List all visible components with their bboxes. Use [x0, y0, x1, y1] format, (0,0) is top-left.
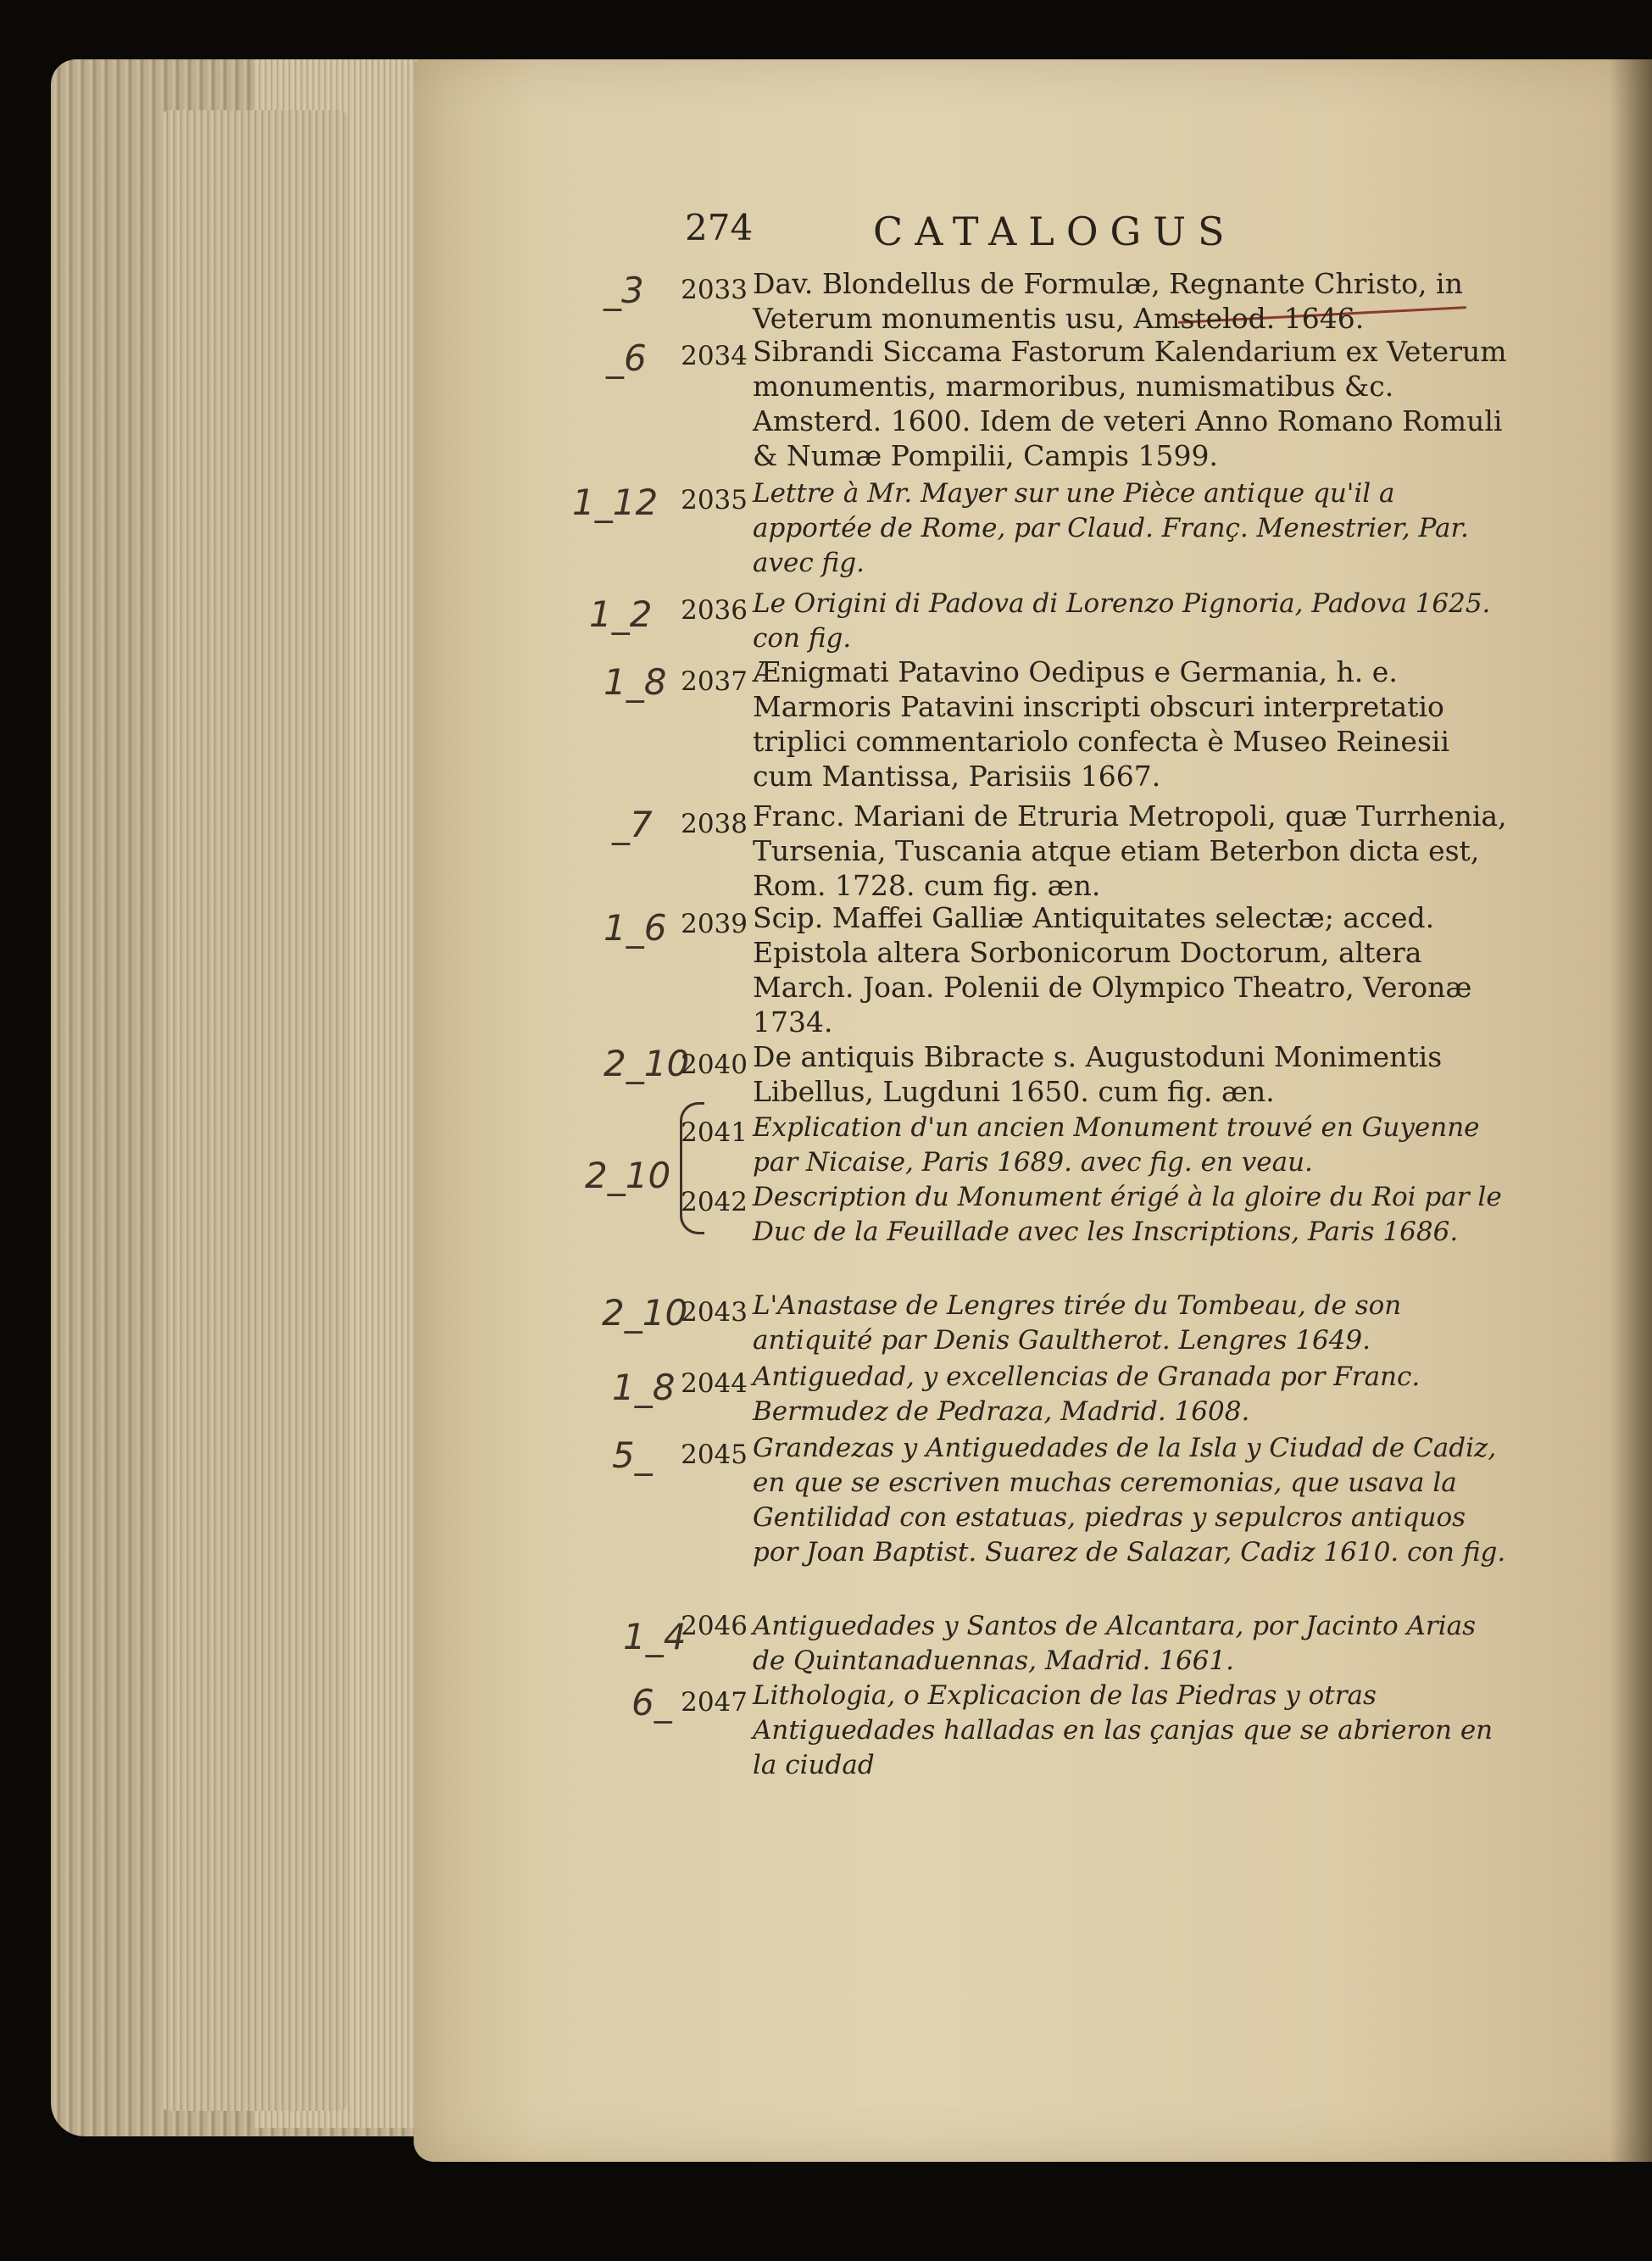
- entry-text: Antiguedades y Santos de Alcantara, por Jacinto Arias de Quintanaduennas, Madrid. 1661.: [753, 1611, 1477, 1676]
- price-annotation: 2_10: [602, 1292, 688, 1334]
- price-annotation: _3: [604, 270, 644, 311]
- price-annotation: 1_6: [604, 907, 667, 949]
- entry-text: Antiguedad, y excellencias de Granada por Franc. Bermudez de Pedraza, Madrid. 1608.: [753, 1362, 1421, 1427]
- entry-text: Lettre à Mr. Mayer sur une Pièce antique qu'il a apportée de Rome, par Claud. Franç. Menestrier, Par. avec fig.: [753, 478, 1469, 578]
- running-title: CATALOGUS: [873, 209, 1237, 254]
- entry-number: 2035: [681, 485, 748, 515]
- entry-number: 2039: [681, 909, 748, 939]
- entry-number: 2034: [681, 341, 748, 371]
- entry-text: L'Anastase de Lengres tirée du Tombeau, de son antiquité par Denis Gaultherot. Lengres 1649.: [753, 1290, 1402, 1356]
- entry-number: 2036: [681, 595, 748, 626]
- price-annotation: _6: [606, 337, 647, 379]
- price-annotation: 1_8: [604, 661, 667, 703]
- price-annotation: 1_12: [572, 482, 659, 523]
- entry-text: Explication d'un ancien Monument trouvé en Guyenne par Nicaise, Paris 1689. avec fig. en veau.: [753, 1112, 1480, 1178]
- entry-number: 2040: [681, 1050, 748, 1080]
- entry-number: 2047: [681, 1687, 748, 1718]
- entry-number: 2033: [681, 275, 748, 305]
- price-annotation: _7: [612, 804, 653, 845]
- price-annotation: 1_2: [589, 593, 653, 635]
- entry-number: 2045: [681, 1440, 748, 1470]
- entry-number: 2041: [681, 1117, 748, 1148]
- entry-text: Ænigmati Patavino Oedipus e Germania, h. e. Marmoris Patavini inscripti obscuri interpretatio triplici commentariolo confecta è Museo Reinesii cum Mantissa, Parisiis 1667.: [753, 655, 1450, 793]
- entry-text: Sibrandi Siccama Fastorum Kalendarium ex Veterum monumentis, marmoribus, numismatibus &c. Amsterd. 1600. Idem de veteri Anno Romano Romuli & Numæ Pompilii, Campis 1599.: [753, 335, 1507, 472]
- entry-text: De antiquis Bibracte s. Augustoduni Monimentis Libellus, Lugduni 1650. cum fig. æn.: [753, 1040, 1443, 1108]
- entry-number: 2046: [681, 1611, 748, 1641]
- entry-number: 2042: [681, 1187, 748, 1217]
- page-number: 274: [685, 207, 754, 248]
- price-annotation: 2_10: [604, 1043, 690, 1084]
- price-annotation: 5_: [612, 1434, 653, 1476]
- book-gutter-shadow: [1610, 59, 1652, 2162]
- entry-text: Franc. Mariani de Etruria Metropoli, quæ Turrhenia, Tursenia, Tuscania atque etiam Beterbon dicta est, Rom. 1728. cum fig. æn.: [753, 799, 1507, 902]
- entry-text: Scip. Maffei Galliæ Antiquitates selectæ; acced. Epistola altera Sorbonicorum Doctorum, altera March. Joan. Polenii de Olympico Theatro, Veronæ 1734.: [753, 901, 1472, 1039]
- price-annotation: 6_: [631, 1682, 672, 1724]
- entry-number: 2043: [681, 1297, 748, 1328]
- price-annotation: 2_10: [585, 1155, 671, 1196]
- entry-text: Dav. Blondellus de Formulæ, Regnante Christo, in Veterum monumentis usu, Amstelod. 1646.: [753, 267, 1463, 335]
- entry-number: 2044: [681, 1368, 748, 1399]
- entry-text: Description du Monument érigé à la gloire du Roi par le Duc de la Feuillade avec les Inscriptions, Paris 1686.: [753, 1182, 1502, 1247]
- entry-text: Le Origini di Padova di Lorenzo Pignoria, Padova 1625. con fig.: [753, 588, 1491, 654]
- entry-number: 2038: [681, 809, 748, 839]
- entry-text: Lithologia, o Explicacion de las Piedras y otras Antiguedades halladas en las çanjas que se abrieron en la ciudad: [753, 1680, 1493, 1780]
- entry-number: 2037: [681, 666, 748, 697]
- price-annotation: 1_4: [623, 1616, 687, 1657]
- page-stack-inner: [161, 110, 348, 2111]
- price-annotation: 1_8: [612, 1367, 676, 1408]
- entry-text: Grandezas y Antiguedades de la Isla y Ciudad de Cadiz, en que se escriven muchas ceremonias, que usava la Gentilidad con estatuas, piedras y sepulcros antiquos por Joan Baptist. Suarez de Salazar, Cadiz 1610. con fig.: [753, 1433, 1506, 1568]
